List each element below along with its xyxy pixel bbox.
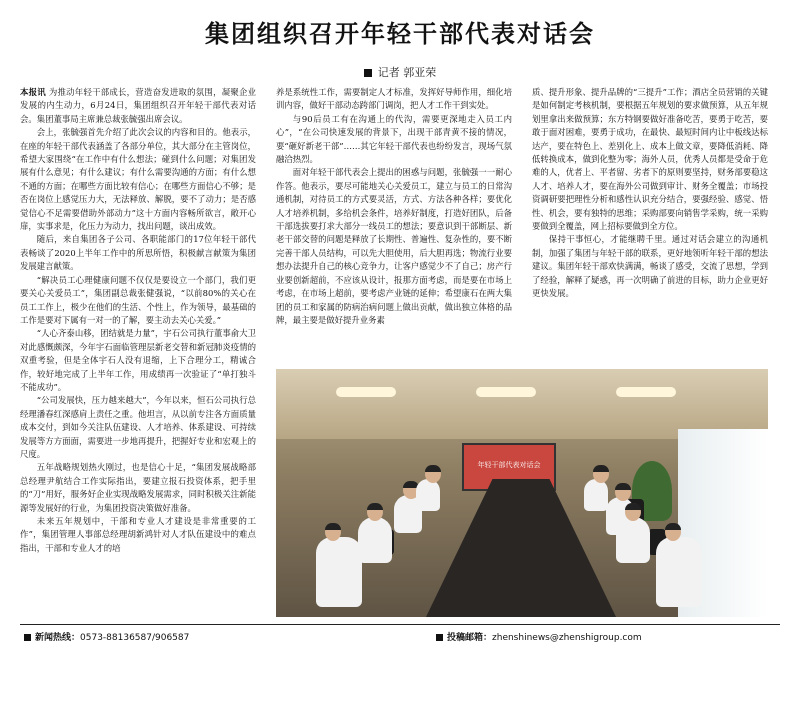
ceiling-light (616, 387, 676, 397)
paragraph: 面对年轻干部代表会上提出的困惑与问题，张毓强一一耐心作答。他表示，要尽可能地关心关爱员工，建立与员工的日常沟通机制，对待员工的方式要灵活，方式、方法各种各样；要优化人才培养机制，多给机会条件，培养好制度，打造好团队，后备干部选拔要打求大部分一线员工的想法；要意识到干部断层、新老干部交替的问题是释放了长期性、普遍性、复杂性的，要不断完善干部人员结构，可以先大胆使用，后大胆再选；物流行业要想办法提升自己的核心竞争力，让客户感觉少不了自己；房产行业要创新超前，不应该从设计，报那方面考虑，而是要在市场上考虑，在市场上超前，要考虑产业链的延伸；希望康石在两大集团的员工和家属的防病治病问题上做出贡献，做出独立体格的品牌，最主要是做好提升业务素 (276, 167, 512, 325)
square-bullet-icon (24, 634, 31, 641)
screen-text: 年轻干部代表对话会 (477, 461, 541, 469)
footer-divider (20, 624, 780, 625)
paragraph: 未来五年规划中，干部和专业人才建设是非常重要的工作”，集团管理人事部总经理胡新鸿针对人才队伍建设中的难点指出，干部和专业人才的培 (20, 516, 256, 553)
paragraph: “人心齐泰山移，团结就是力量”，宇石公司执行董事俞大卫对此感慨颇深，今年宇石面临管理层新老交替和新冠肺炎疫情的双重考验，但是全体宇石人没有退缩，上下合理分工，精诚合作，较好地完成了上半年工作，用成绩再一次验证了“单打独斗不能成功”。 (20, 328, 256, 392)
ceiling-light (336, 387, 396, 397)
paragraph: “解决员工心理健康问题不仅仅是要设立一个部门，我们更要关心关爱员工”，集团副总裁张健强说，“以前80%的关心在员工工作上，极少在他们的生活、个性上，作为领导，最基础的工作是要对下属有一对一的了解，要主动去关心关爱。” (20, 274, 256, 325)
paragraph: 养是系统性工作，需要制定人才标准，发挥好导师作用，细化培训内容，做好干部动态跨部门调岗，把人才工作干到实处。 (276, 87, 512, 111)
paragraph-text: 为推动年轻干部成长，营造奋发进取的氛围，凝聚企业发展的内生动力，6月24日，集团组织召开年轻干部代表对话会。集团董事局主席兼总裁张毓强出席会议。 (20, 87, 256, 124)
article-column-3 (532, 86, 768, 354)
paragraph: 保持干事恒心，才能继聘千里。通过对话会建立的沟通机制，加强了集团与年轻干部的联系，更好地领听年轻干部的想法建议。集团年轻干部欢快满满，畅谈了感受，交流了思想，学到了经验，解释了疑惑，再一次明确了前进的目标，助力企业更好更快发展。 (532, 234, 768, 299)
hotline-label: 新闻热线： (35, 633, 81, 643)
person (358, 517, 392, 563)
square-bullet-icon (436, 634, 443, 641)
person (616, 517, 650, 563)
headline: 集团组织召开年轻干部代表对话会 (205, 20, 595, 48)
paragraph: 质、提升形象、提升品牌的“三提升”工作；酒店全员营销的关键是如何制定考核机制，要根据五年规划的要求做预算，从五年规划里拿出来做预算；东方特钢要做好准备吃苦，要勇于吃苦，要敢于面对困难，要勇于成功，在最快、最短时间内让中板线达标达产，要在特色上、差别化上、成本上做文章，要降低消耗、降低转换成本，做到化整为零；海外人员，优秀人员都是受命于危难的人，优者上、平者留、劣者下的原则要坚持，财务部要稳这人才、培养人才，要在海外公司做到审计、财务全覆盖；市场投资调研要把理性分析和感性认识充分结合，要强经验、感觉、悟性、机会，要有独特的思维；采购部要向销售学采购，统一采购要做到全覆盖，网上招标要做到全方位。 (532, 87, 768, 232)
hotline-value: 0573-88136587/906587 (80, 633, 190, 643)
person (584, 479, 608, 511)
paragraph: 与90后员工有在沟通上的代沟，需要更深地走入员工内心”，“在公司快速发展的背景下，出现干部青黄不接的情况，要“砸好新老干部”……其它年轻干部代表也纷纷发言，现场气氛融洽热烈。 (276, 113, 512, 165)
meeting-photo (276, 369, 768, 617)
paragraph: 五年战略规划热火刚过，也是信心十足，“集团发展战略部总经理尹航结合工作实际指出，要建立报石投资体系，把手里的“刀”用好，服务好企业实现战略发展需求，同时积极关注新能源等发展好的行业，为集团投资决策做好准备。 (20, 462, 256, 513)
paragraph: 随后，来自集团各子公司、各职能部门的17位年轻干部代表畅谈了2020上半年工作中的所思所悟，积极献言献策为集团发展建言献策。 (20, 234, 256, 272)
person (656, 537, 702, 607)
byline (0, 64, 800, 80)
paragraph: “公司发展快，压力越来越大”，今年以来，恒石公司执行总经理潘春红深感肩上责任之重。他坦言，从以前专注各方面质量成本交付，到如今关注队伍建设、人才培养、体系建设、可持续发展等方方面面，需要进一步地再提升，把握好专业和宏观上的尺度。 (20, 395, 256, 459)
paragraph (20, 86, 256, 126)
email-label: 投稿邮箱： (447, 633, 493, 643)
byline-text: 记者 郭亚荣 (377, 66, 437, 79)
submission-email (436, 630, 642, 643)
lead-label: 本报讯 (20, 87, 46, 97)
person (416, 479, 440, 511)
square-bullet-icon (364, 69, 372, 77)
person (316, 537, 362, 607)
article-column-2 (276, 86, 512, 354)
article-column-1 (20, 86, 256, 614)
paragraph: 会上，张毓强首先介绍了此次会议的内容和目的。他表示，在座的年轻干部代表涵盖了各部分单位，其大部分在主管岗位，希望大家围绕“在工作中有什么想法；碰到什么问题；对集团发展有什么意见；有什么建议；有什么需要沟通的方面；有什么想不通的方面；在哪些方面比较有信心；在哪些方面信心不够；是否在岗位上感觉压力大，无法释放、解脱，要不了动力；是否感觉信心不足需要借助外部动力”这十方面内容畅所欲言，敞开心扉，实事求是，化压力为动力，找出问题，谈出成效。 (20, 127, 256, 232)
email-value: zhenshinews@zhenshigroup.com (492, 633, 642, 643)
news-hotline (24, 630, 189, 643)
ceiling-light (476, 387, 536, 397)
